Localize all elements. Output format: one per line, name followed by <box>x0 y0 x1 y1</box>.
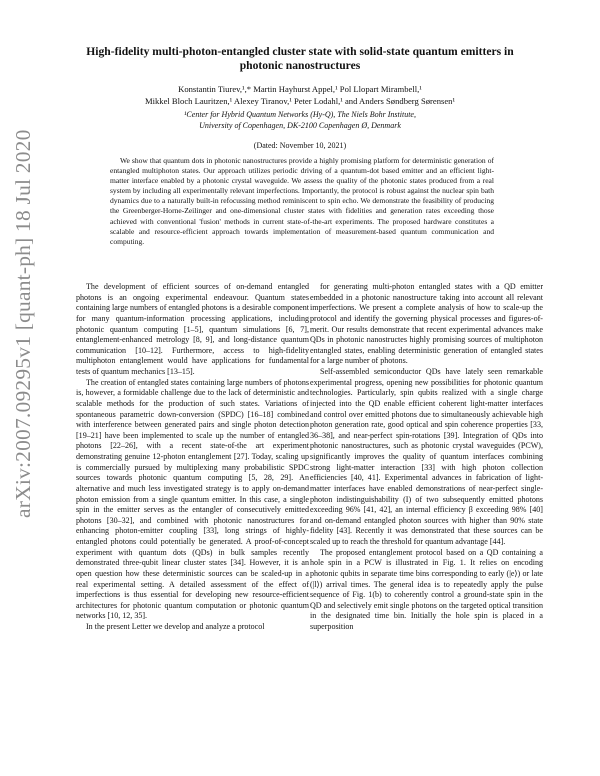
body-paragraph: The proposed entanglement protocol based on a QD containing a hole spin in a PCW is illustrated in Fig. 1. It relies on encoding photonic qubits in separate time bins corresponding to early (|e⟩) or late (|l⟩) arrival times. The general idea is to repeatedly apply the pulse sequence of Fig. 1(b) to coherently control a ground-state spin in the QD and selectively emit single photons on the targeted optical transition in the designated time bin. Initially the hole spin is placed in a superposition <box>310 547 543 631</box>
author-list <box>80 84 520 107</box>
paper-title: High-fidelity multi-photon-entangled cluster state with solid-state quantum emitters in photonic nanostructures <box>86 45 514 72</box>
affiliation-line-1: ¹Center for Hybrid Quantum Networks (Hy-Q), The Niels Bohr Institute, <box>184 110 416 119</box>
body-paragraph: Self-assembled semiconductor QDs have lately seen remarkable experimental progress, opening new possibilities for photonic quantum technologies. Particularly, spin qubits realized with a single charge injected into the QD enable efficient coherent light-matter interfaces and control over emitted photons due to simultaneously achievable high photon generation rate, good optical and spin coherence properties [33, 36–38], and near-perfect spin-rotations [39]. Integration of QDs into photonic nanostructures, such as photonic crystal waveguides (PCW), significantly improves the quality of quantum interfaces combining strong light-matter interaction [33] with high photon collection efficiencies [40, 41]. Experimental advances in fabrication of light-matter interfaces have enabled demonstrations of near-perfect single-photon indistinguishability (I) of two subsequently emitted photons exceeding 96% [41, 42], an internal efficiency β exceeding 98% [40] and on-demand entangled photon sources with higher than 90% state fidelity [43]. Recently it was demonstrated that these sources can be scaled up to reach the threshold for quantum advantage [44]. <box>310 367 543 546</box>
author-line-2: Mikkel Bloch Lauritzen,¹ Alexey Tiranov,¹ Peter Lodahl,¹ and Anders Søndberg Sørensen¹ <box>144 95 456 106</box>
author-line-1: Konstantin Tiurev,¹,* Martin Hayhurst Appel,¹ Pol Llopart Mirambell,¹ <box>178 84 422 94</box>
affiliation-line-2: University of Copenhagen, DK-2100 Copenhagen Ø, Denmark <box>199 121 401 131</box>
body-paragraph: The development of efficient sources of on-demand entangled photons is an ongoing experimental endeavour. Quantum states containing large numbers of entangled photons is a desirable component for many quantum-information processing applications, including photonic quantum computing [1–5], quantum simulations [6, 7], entanglement-enhanced metrology [8, 9], and long-distance quantum communication [10–12]. Furthermore, access to high-fidelity multiphoton entanglement would have applications for fundamental tests of quantum mechanics [13–15]. <box>76 282 309 376</box>
arxiv-identifier-stamp: arXiv:2007.09295v1 [quant-ph] 18 Jul 2020 <box>11 129 35 518</box>
body-column-right <box>310 282 543 633</box>
affiliation <box>80 109 520 131</box>
abstract: We show that quantum dots in photonic nanostructures provide a highly promising platform for deterministic generation of entangled multiphoton states. Our approach utilizes periodic driving of a quantum-dot based emitter and an efficient light-matter interface enabled by a photonic crystal waveguide. We assess the quality of the photonic states produced from a real system by including all experimentally relevant imperfections. Importantly, the protocol is robust against the nuclear spin bath dynamics due to a naturally built-in refocussing method reminiscent to spin echo. We demonstrate the feasibility of producing the Greenberger-Horne-Zeilinger and one-dimensional cluster states with fidelities and generation rates exceeding those achieved with conventional 'fusion' methods in current state-of-the-art experiments. The proposed hardware constitutes a scalable and resource-efficient approach towards implementation of measurement-based quantum communication and computing. <box>110 156 494 246</box>
date-line: (Dated: November 10, 2021) <box>253 141 347 150</box>
body-paragraph: The creation of entangled states containing large numbers of photons is, however, a formidable challenge due to the lack of deterministic and scalable methods for the production of such states. Variations of spontaneous parametric down-conversion (SPDC) [16–18] combined with interference between generated pairs and single photon detection [19–21] have been implemented to scale up the number of entangled photons [22–26], with a recent state-of-the art experiment demonstrating genuine 12-photon entanglement [27]. Today, scaling up is commercially pursued by multiplexing many probabilistic SPDC sources towards photonic quantum computing [5, 28, 29]. An alternative and much less investigated strategy is to apply on-demand photon emission from a single quantum emitter. In this case, a single spin in the emitter serves as the entangler of consecutively emitted photons [30–32], and combined with photonic nanostructures for enhancing photon-emitter coupling [33], long strings of highly-entangled photons could potentially be generated. A proof-of-concept experiment with quantum dots (QDs) in bulk samples recently demonstrated three-qubit linear cluster states [34]. However, it is an open question how these deterministic sources can be scaled-up in a real experimental setting. A detailed assessment of the effect of imperfections is thus essential for developing new resource-efficient architectures for photonic quantum computation or photonic quantum networks [10, 12, 35]. <box>76 377 309 621</box>
body-paragraph: for generating multi-photon entangled states with a QD emitter embedded in a photonic nanostructure taking into account all relevant imperfections. We present a complete analysis of how to scale-up the protocol and identify the governing physical processes and figures-of-merit. Our results demonstrate that recent experimental advances make QDs in photonic nanostructes highly promising sources of multiphoton entangled states, enabling deterministic generation of entangled states for a large number of photons. <box>310 282 543 366</box>
body-paragraph: In the present Letter we develop and analyze a protocol <box>86 622 265 631</box>
body-column-left <box>76 282 309 633</box>
